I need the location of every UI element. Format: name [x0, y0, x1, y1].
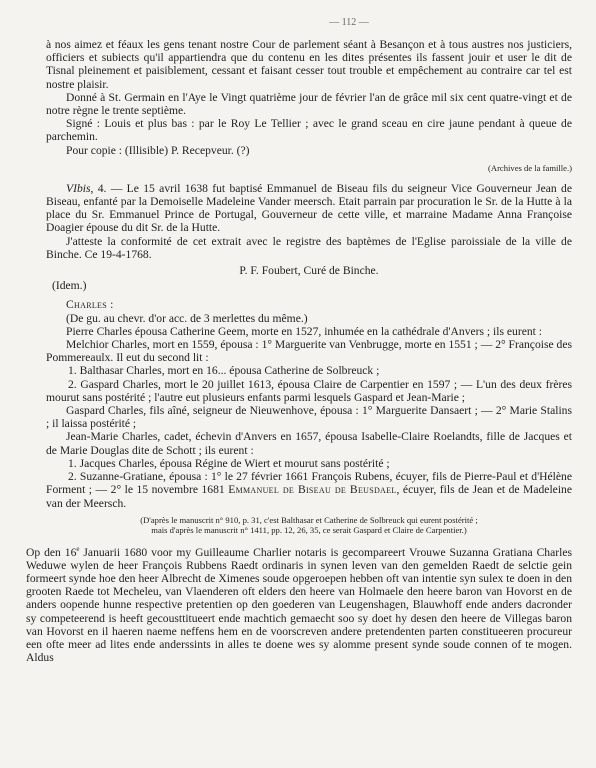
arms-description: (De gu. au chevr. d'or acc. de 3 merlettes du même.) — [66, 311, 308, 325]
deed-text-a: Op den 16 — [26, 545, 77, 559]
suzanne-text-a: 2. Suzanne-Gratiane, épousa : 1° le 27 février 1661 François Rubens, écuyer, fils de Pierre-Paul et d'Hélène Forment ; — 2° le 15 novembre 1681 — [46, 470, 572, 497]
manuscript-note-line-2: mais d'après le manuscrit n° 1411, pp. 12, 26, 35, ce serait Gaspard et Claire de Carpentier.) — [151, 524, 467, 535]
paragraph-given-at: Donné à St. Germain en l'Aye le Vingt quatrième jour de février l'an de grâce mil six cent quatre-vingt et de notre règne le trente septième. — [46, 90, 572, 118]
genealogy-gaspard-text: 2. Gaspard Charles, mort le 20 juillet 1613, épousa Claire de Carpentier en 1597 ; — L'un des deux frères mourut sans postérité ; l'autre eut plusieurs enfants parmi lesquels Gaspard et Jean-Marie ; — [46, 377, 572, 404]
genealogy-jean-marie: Jean-Marie Charles, cadet, échevin d'Anvers en 1657, épousa Isabelle-Claire Roelandts, fille de Jacques et de Marie Douglas dite de Schott ; ils eurent : — [46, 430, 572, 457]
manuscript-note-line-1: (D'après le manuscrit n° 910, p. 31, c'est Balthasar et Catherine de Solbreuck qui eurent postérité ; — [140, 514, 478, 525]
signature-curate: P. F. Foubert, Curé de Binche. — [239, 264, 379, 278]
paragraph-signed: Signé : Louis et plus bas : par le Roy Le Tellier ; avec le grand sceau en cire jaune pendant à queue de parchemin. — [46, 117, 572, 144]
page-number: — 112 — — [329, 17, 369, 28]
genealogy-suzanne — [46, 470, 572, 510]
vibis-label: VIbis — [66, 181, 91, 195]
genealogy-pierre: Pierre Charles épousa Catherine Geem, morte en 1527, inhumée en la cathédrale d'Anvers ; ils eurent : — [66, 324, 542, 338]
paragraph-letters-patent-end: à nos aimez et féaux les gens tenant nostre Cour de parlement séant à Besançon et à tous austres nos justiciers, officiers et subiects qu'il appartiendra que du contenu en les dites présentes ils fassent jouir et user le dit de Tisnal pleinement et paisiblement, cessant et faisant cesser tout trouble et empêchement au contraire car tel est nostre plaisir. — [46, 38, 572, 91]
flemish-deed-paragraph — [26, 543, 572, 665]
source-note-archives: (Archives de la famille.) — [488, 162, 572, 173]
genealogy-melchior: Melchior Charles, mort en 1559, épousa : 1° Marguerite van Venbrugge, morte en 1551 ; — 2° Françoise des Pommereaulx. Il eut du second lit : — [46, 338, 572, 365]
emmanuel-name: Emmanuel de Biseau de Beusdael — [228, 483, 397, 497]
suzanne-text-c: , écuyer, fils de Jean et de Madeleine van der Meersch. — [46, 483, 572, 510]
manuscript-note — [46, 515, 572, 535]
genealogy-jacques: 1. Jacques Charles, épousa Régine de Wiert et mourut sans postérité ; — [68, 456, 390, 470]
genealogy-gaspard — [46, 378, 572, 404]
paragraph-copy: Pour copie : (Illisible) P. Recepveur. (?) — [66, 143, 250, 157]
baptism-text: , 4. — Le 15 avril 1638 fut baptisé Emmanuel de Biseau fils du seigneur Vice Gouverneur Jean de Biseau, enfanté par la Demoiselle Madeleine Vander meersch. Etait parrain par procuration le Sr. de la Hutte à la place du Sr. Emmanuel Prince de Portugal, Gouverneur de cette ville, et marraine Madame Anna Françoise Doagier épouse du dit Sr. de la Hutte. — [46, 181, 572, 235]
paragraph-attestation: J'atteste la conformité de cet extrait avec le registre des baptèmes de l'Eglise paroissiale de la ville de Binche. Ce 19-4-1768. — [46, 234, 572, 261]
deed-text-b: Januarii 1680 voor my Guilleaume Charlier notaris is gecompareert Vrouwe Suzanna Gratiana Charles Weduwe wylen de heer François Rubbens Raedt ordinaris in synen leven van den gemelden Raedt de selctie gein formeert synde hoe den heer Albrecht de Ximenes soude opgeroepen hebben oft van intentie syn sulex te doen in den grooten Raede tot Mecheleu, van Vlaenderen oft elders den heere van Holmaele den heere baron van Hovorst en de anders oopende hunne respective pretentien op den goederen van Leugenshagen, Blauwhoff ende anders dacronder sy competeerend is heeft gecousttitueert ende machtich gemaecht soo sy doet hy desen den heere de Villegas baron van Hovorst en il haeren naeme neffens hem en de voorscreven andere pretendenten parten constitueeren procureur een ofte meer ad lites ende anderssints in alles te doene wes sy alomme present synde soude connen of te mogen. Aldus — [26, 545, 572, 665]
section-heading-charles: Charles : — [66, 298, 114, 312]
deed-superscript: e — [76, 544, 80, 553]
paragraph-baptism — [46, 182, 572, 235]
genealogy-gaspard-eldest: Gaspard Charles, fils aîné, seigneur de Nieuwenhove, épousa : 1° Marguerite Dansaert ; — 2° Marie Stalins ; il laissa postérité ; — [46, 404, 572, 431]
genealogy-balthasar: 1. Balthasar Charles, mort en 16... épousa Catherine de Solbreuck ; — [68, 364, 380, 378]
idem-note: (Idem.) — [52, 279, 87, 293]
